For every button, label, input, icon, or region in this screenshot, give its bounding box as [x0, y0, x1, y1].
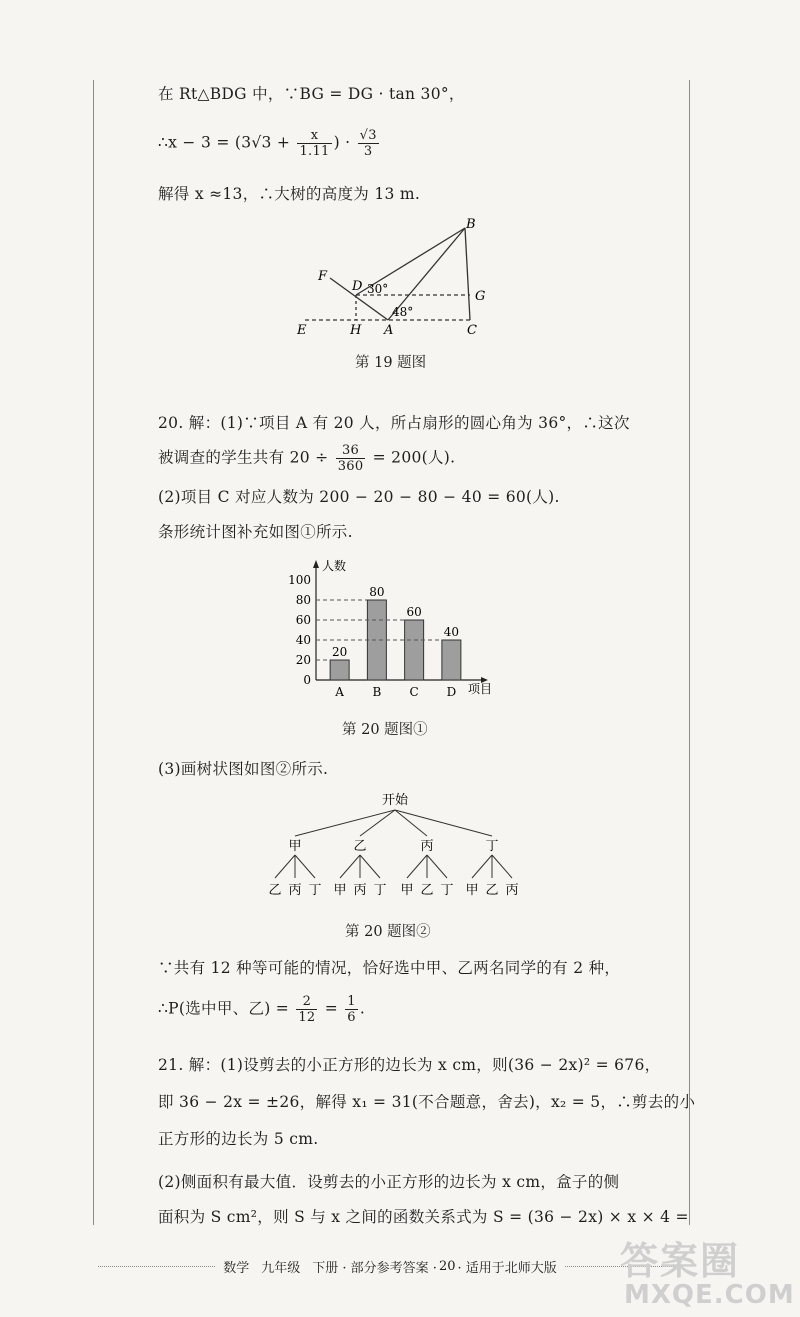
- fraction-denominator: 3: [363, 144, 373, 159]
- tree-node-level2: 甲: [400, 883, 414, 898]
- watermark-url: MXQE.COM: [624, 1280, 795, 1310]
- caption-fig-19: 第 19 题图: [355, 355, 427, 371]
- caption-fig-20-1: 第 20 题图①: [342, 722, 428, 738]
- fraction-numerator: √3: [359, 128, 377, 143]
- y-tick-label: 100: [288, 573, 311, 587]
- label-b: B: [466, 218, 476, 232]
- fraction-numerator: x: [297, 128, 331, 144]
- x-tick-label: B: [372, 685, 382, 699]
- bar-value-label: 60: [406, 605, 422, 619]
- equation-part: ∴x − 3 = (3√3 +: [158, 133, 296, 152]
- equation-part: ∴P(选中甲、乙) =: [158, 999, 295, 1018]
- angle-30-label: 30°: [367, 282, 389, 296]
- fraction-numerator: 36: [336, 443, 366, 459]
- tree-node-level2: 甲: [465, 883, 479, 898]
- bar-chart: [280, 556, 505, 704]
- tree-root: 开始: [381, 793, 409, 808]
- footer-grade: 九年级: [261, 1261, 301, 1276]
- bar-value-label: 40: [443, 625, 460, 639]
- label-e: E: [297, 323, 307, 338]
- bar-value-label: 20: [331, 645, 348, 659]
- equation-part: .: [359, 999, 366, 1018]
- fraction: [296, 994, 317, 1025]
- text-q20-result: ∵共有 12 种等可能的情况，恰好选中甲、乙两名同学的有 2 种，: [158, 959, 621, 977]
- text-q20-chart-note: 条形统计图补充如图①所示.: [158, 523, 353, 541]
- footer-dots-left: [98, 1266, 215, 1267]
- text-line-3: 解得 x ≈13，∴大树的高度为 13 m.: [158, 185, 421, 203]
- right-margin-rule: [689, 80, 690, 1225]
- label-f: F: [318, 269, 328, 284]
- text-q21-line2: 即 36 − 2x = ±26，解得 x₁ = 31(不合题意，舍去)，x₂ = 5，∴剪去的小: [158, 1093, 696, 1111]
- text-q20-part1: 20. 解：(1)∵项目 A 有 20 人，所占扇形的圆心角为 36°，∴这次: [158, 414, 630, 432]
- label-d: D: [352, 279, 363, 294]
- text-q20-part3: (3)画树状图如图②所示.: [158, 760, 329, 778]
- equation-line: [158, 128, 381, 159]
- x-tick-label: D: [446, 685, 457, 699]
- tree-branch: [295, 810, 395, 836]
- fraction-numerator: 2: [296, 994, 317, 1010]
- footer-volume: 下册 · 部分参考答案 ·: [312, 1261, 437, 1276]
- fraction: [345, 994, 358, 1025]
- tree-node-level2: 丙: [353, 883, 367, 898]
- bar-C: [405, 620, 424, 680]
- figure-19-diagram: [290, 218, 500, 343]
- footer-subject: 数学: [223, 1261, 250, 1276]
- tree-node-level1: 甲: [288, 839, 302, 854]
- tree-diagram: [255, 790, 535, 905]
- fraction-denominator: 360: [337, 459, 364, 474]
- y-tick-label: 0: [303, 673, 311, 687]
- footer-page-number: 20: [438, 1259, 456, 1274]
- y-tick-label: 40: [295, 633, 311, 647]
- tree-branch: [360, 810, 395, 836]
- tree-branch: [472, 855, 492, 878]
- tree-node-level1: 丁: [485, 839, 499, 854]
- tree-branch: [275, 855, 295, 878]
- tree-node-level1: 乙: [353, 839, 367, 854]
- text-line-1: 在 Rt△BDG 中，∵BG = DG · tan 30°，: [158, 85, 465, 103]
- left-margin-rule: [93, 80, 94, 1225]
- fraction-denominator: 1.11: [299, 144, 330, 159]
- equation-part: = 200(人).: [367, 448, 456, 467]
- text-q20-total: [158, 443, 455, 474]
- x-tick-label: C: [409, 685, 419, 699]
- y-axis-arrow: [313, 560, 319, 568]
- tree-node-level2: 乙: [485, 883, 499, 898]
- tree-node-level2: 甲: [333, 883, 347, 898]
- bar-B: [367, 600, 386, 680]
- y-axis-label: 人数: [322, 559, 347, 573]
- fraction: [358, 128, 379, 159]
- watermark: [620, 1230, 795, 1315]
- tree-node-level2: 丙: [505, 883, 519, 898]
- fraction: [297, 128, 331, 159]
- text-q21-line1: 21. 解：(1)设剪去的小正方形的边长为 x cm，则(36 − 2x)² = 676，: [158, 1056, 661, 1074]
- tree-branch: [407, 855, 427, 878]
- tree-node-level2: 丁: [440, 883, 454, 898]
- x-tick-label: A: [335, 685, 344, 699]
- tree-node-level1: 丙: [420, 839, 434, 854]
- tree-node-level2: 乙: [268, 883, 282, 898]
- tree-node-level2: 丁: [308, 883, 322, 898]
- y-tick-label: 60: [295, 613, 311, 627]
- tree-branch: [427, 855, 447, 878]
- bar-A: [330, 660, 349, 680]
- label-g: G: [475, 289, 486, 304]
- bar-D: [442, 640, 461, 680]
- page-footer: [90, 1257, 690, 1276]
- tree-branch: [492, 855, 512, 878]
- tree-node-level2: 丁: [373, 883, 387, 898]
- angle-48-label: 48°: [392, 305, 414, 319]
- fraction: [336, 443, 366, 474]
- y-tick-label: 80: [295, 593, 311, 607]
- y-tick-label: 20: [295, 653, 311, 667]
- tree-node-level2: 丙: [288, 883, 302, 898]
- fraction-denominator: 6: [347, 1010, 356, 1025]
- x-axis-label: 项目: [468, 682, 493, 696]
- tree-branch: [340, 855, 360, 878]
- label-h: H: [350, 323, 362, 338]
- text-q20-probability: [158, 994, 365, 1025]
- equation-part: 被调查的学生共有 20 ÷: [158, 448, 334, 467]
- label-c: C: [467, 323, 477, 338]
- label-a: A: [384, 323, 394, 338]
- text-q20-part2: (2)项目 C 对应人数为 200 − 20 − 80 − 40 = 60(人).: [158, 488, 560, 506]
- tree-branch: [295, 855, 315, 878]
- text-q21-line5: 面积为 S cm²，则 S 与 x 之间的函数关系式为 S = (36 − 2x) × x × 4 =: [158, 1208, 689, 1226]
- footer-edition: · 适用于北师大版: [457, 1261, 557, 1276]
- equation-part: ) ·: [333, 133, 356, 152]
- tree-branch: [360, 855, 380, 878]
- bar-value-label: 80: [369, 585, 385, 599]
- caption-fig-20-2: 第 20 题图②: [345, 924, 431, 940]
- text-q21-line4: (2)侧面积有最大值．设剪去的小正方形的边长为 x cm，盒子的侧: [158, 1173, 620, 1191]
- tree-node-level2: 乙: [420, 883, 434, 898]
- equation-part: =: [319, 999, 344, 1018]
- fraction-denominator: 12: [298, 1010, 316, 1025]
- fraction-numerator: 1: [347, 994, 356, 1009]
- tree-branch: [395, 810, 492, 836]
- watermark-logo: 答案圈: [620, 1239, 741, 1283]
- text-q21-line3: 正方形的边长为 5 cm.: [158, 1130, 319, 1148]
